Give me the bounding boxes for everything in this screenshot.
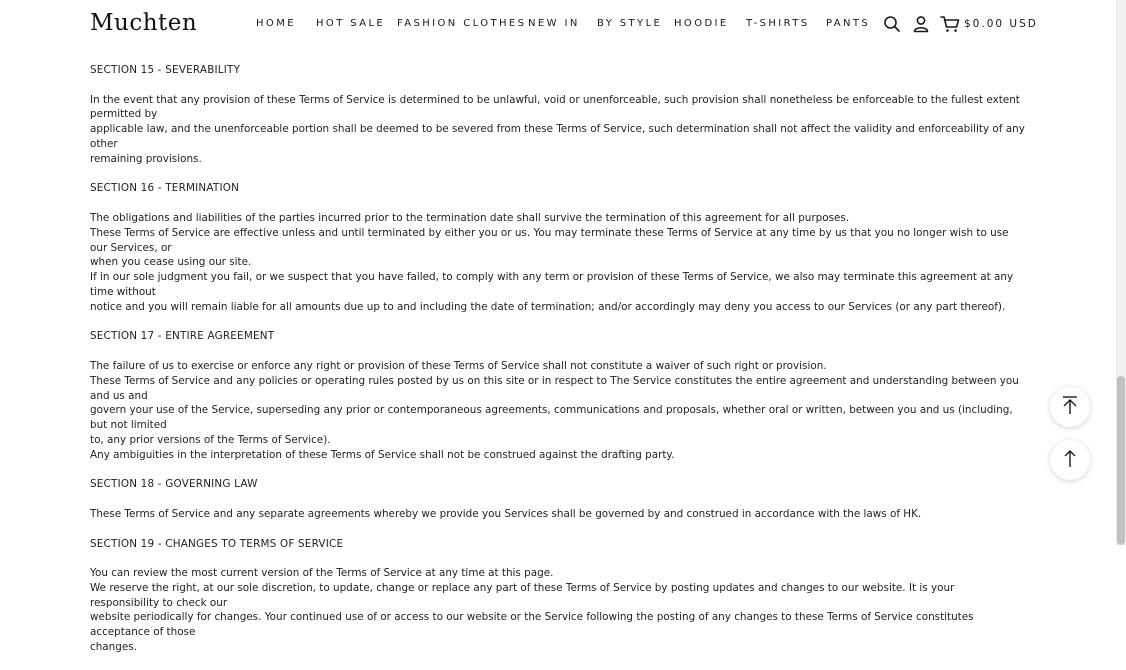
terms-content [90,63,1025,670]
text-line: These Terms of Service and any policies or operating rules posted by us on this site or in respect to The Service constitutes the entire agreement and understanding between you and us and [90,374,1019,402]
section-paragraph [90,507,1025,522]
text-line: govern your use of the Service, superseding any prior or contemporaneous agreements, communications and proposals, whether oral or written, between you and us (including, but not limited [90,404,1013,432]
text-line: notice and you will remain liable for all amounts due up to and including the date of termination; and/or accordingly may deny you access to our Services (or any part thereof). [90,300,1006,313]
cart-icon[interactable] [940,15,960,33]
text-line: We reserve the right, at our sole discretion, to update, change or replace any part of these Terms of Service by posting updates and changes to our website. It is your responsibility to check our [90,581,955,609]
text-line: when you cease using our site. [90,256,252,269]
nav-item-new-in[interactable]: NEW IN [528,18,580,29]
text-line: Any ambiguities in the interpretation of these Terms of Service shall not be construed against the drafting party. [90,448,675,461]
nav-item-by-style[interactable]: BY STYLE [597,18,663,29]
text-line: These Terms of Service are effective unless and until terminated by either you or us. You may terminate these Terms of Service at any time by us that you no longer wish to use our Services, or [90,226,1009,254]
nav-item-fashion-clothes[interactable]: FASHION CLOTHES [397,18,527,29]
nav-item-home[interactable]: HOME [256,18,296,29]
text-line: applicable law, and the unenforceable portion shall be deemed to be severed from these Terms of Service, such determination shall not affect the validity and enforceability of any other [90,123,1025,150]
section-heading: SECTION 16 - TERMINATION [90,182,240,195]
section-paragraph [90,566,1025,655]
site-header [0,0,1116,48]
text-line: to, any prior versions of the Terms of Service). [90,433,331,446]
scroll-up-button[interactable] [1050,440,1090,480]
text-line: website periodically for changes. Your continued use of or access to our website or the Service following the posting of any changes to these Terms of Service constitutes acceptance of those [90,611,974,639]
scrollbar-thumb[interactable] [1117,376,1125,545]
text-line: The obligations and liabilities of the parties incurred prior to the termination date shall survive the termination of this agreement for all purposes. [90,211,850,224]
nav-item-hot-sale[interactable]: HOT SALE [316,18,386,29]
text-line: remaining provisions. [90,152,202,165]
back-to-top-button[interactable] [1050,387,1090,427]
section-heading: SECTION 19 - CHANGES TO TERMS OF SERVICE [90,537,344,550]
section-heading: SECTION 18 - GOVERNING LAW [90,478,258,491]
text-line: The failure of us to exercise or enforce any right or provision of these Terms of Service shall not constitute a waiver of such right or provision. [90,359,827,372]
text-line: You can review the most current version of the Terms of Service at any time at this page. [90,567,554,580]
section-heading: SECTION 17 - ENTIRE AGREEMENT [90,330,275,343]
nav-item-pants[interactable]: PANTS [826,18,871,29]
arrow-up-icon [1063,448,1077,472]
back-to-top-icon [1061,395,1079,419]
brand-logo[interactable]: Muchten [90,10,198,36]
nav-item-hoodie[interactable]: HOODIE [674,18,729,29]
section-paragraph [90,359,1025,463]
text-line: If in our sole judgment you fail, or we suspect that you have failed, to comply with any term or provision of these Terms of Service, we also may terminate this agreement at any time without [90,271,1014,298]
account-icon[interactable] [912,15,930,33]
section-paragraph [90,211,1025,315]
text-line: changes. [90,641,137,654]
nav-item-t-shirts[interactable]: T-SHIRTS [746,18,810,29]
search-icon[interactable] [883,15,901,33]
text-line: In the event that any provision of these Terms of Service is determined to be unlawful, void or unenforceable, such provision shall nonetheless be enforceable to the fullest extent permitted by [90,93,1020,121]
cart-total[interactable]: $0.00 USD [964,18,1038,30]
text-line: These Terms of Service and any separate agreements whereby we provide you Services shall be governed by and construed in accordance with the laws of HK. [90,507,922,520]
section-paragraph [90,93,1025,167]
section-heading: SECTION 15 - SEVERABILITY [90,64,241,76]
